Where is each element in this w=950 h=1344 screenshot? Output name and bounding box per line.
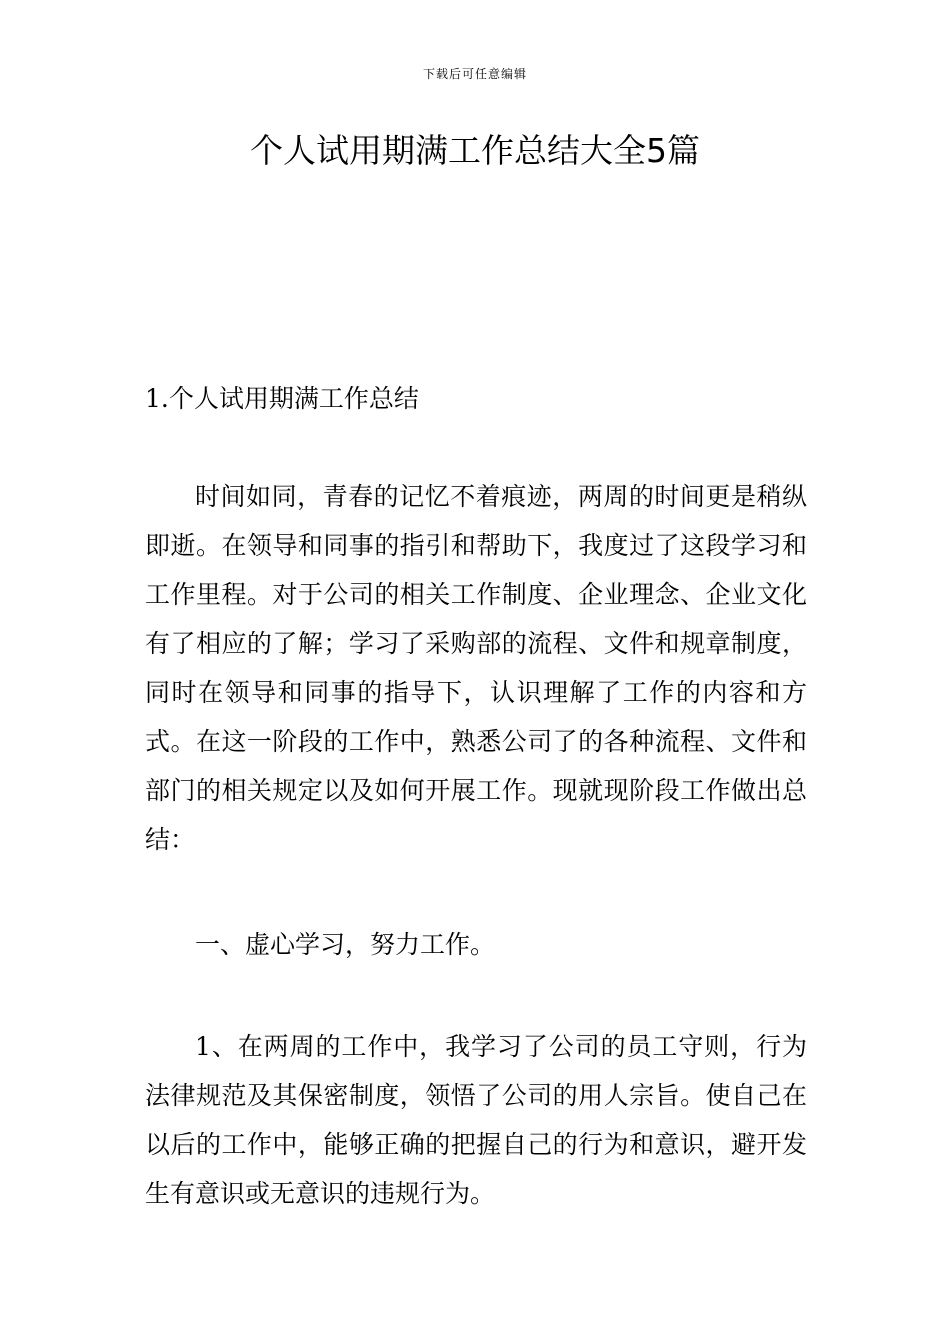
document-title: 个人试用期满工作总结大全5篇 <box>250 131 700 170</box>
body-paragraph-1: 时间如同，青春的记忆不着痕迹，两周的时间更是稍纵即逝。在领导和同事的指引和帮助下，我度过了这段学习和工作里程。对于公司的相关工作制度、企业理念、企业文化有了相应的了解；学习了采购部的流程、文件和规章制度，同时在领导和同事的指导下，认识理解了工作的内容和方式。在这一阶段的工作中，熟悉公司了的各种流程、文件和部门的相关规定以及如何开展工作。现就现阶段工作做出总结： <box>145 482 807 854</box>
section-heading: 1.个人试用期满工作总结 <box>145 384 419 413</box>
subheading-1: 一、虚心学习，努力工作。 <box>195 930 496 959</box>
header-note: 下载后可任意编辑 <box>422 67 527 81</box>
body-paragraph-2: 1、在两周的工作中，我学习了公司的员工守则，行为法律规范及其保密制度，领悟了公司的用人宗旨。使自己在以后的工作中，能够正确的把握自己的行为和意识，避开发生有意识或无意识的违规行为。 <box>145 1032 807 1208</box>
